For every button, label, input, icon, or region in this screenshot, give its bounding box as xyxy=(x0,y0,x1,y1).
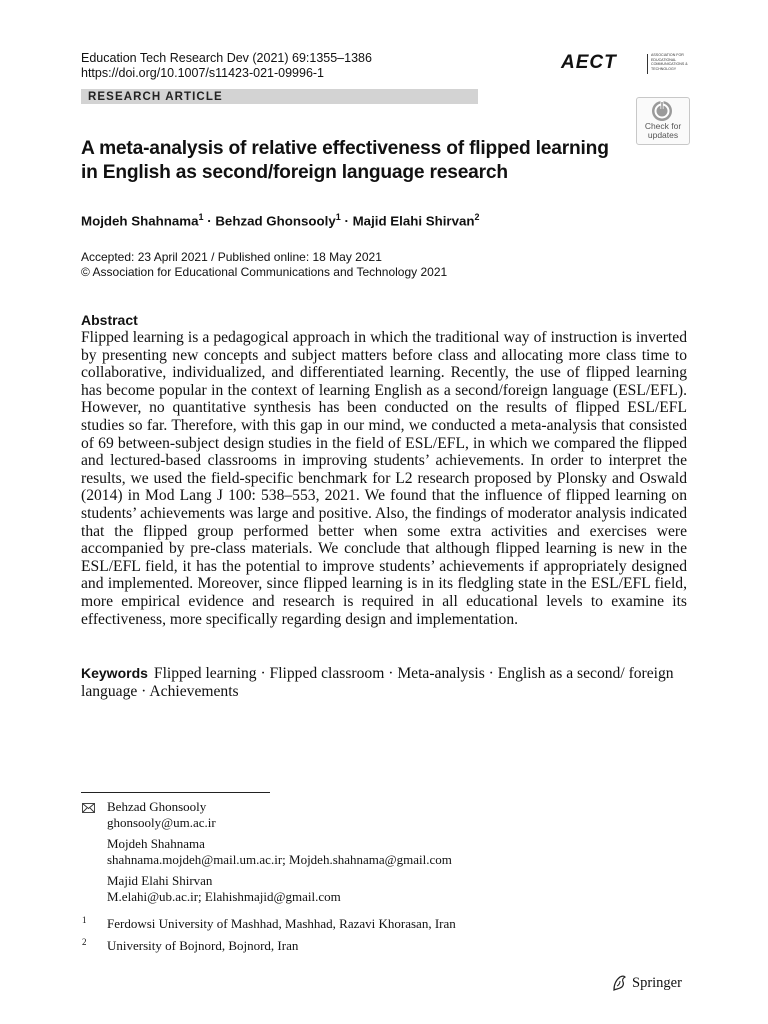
paper-title xyxy=(81,137,641,185)
journal-citation: Education Tech Research Dev (2021) 69:1355–1386 xyxy=(81,51,372,65)
springer-wordmark: Springer xyxy=(632,975,682,991)
contact-name: Behzad Ghonsooly xyxy=(107,799,207,814)
aect-logo-tagline: ASSOCIATION FOR EDUCATIONAL COMMUNICATIONS & TECHNOLOGY xyxy=(651,53,688,71)
keywords-text: Flipped learning · Flipped classroom · Meta-analysis · English as a second/ foreign language · Achievements xyxy=(81,665,674,700)
contact-email[interactable]: ghonsooly@um.ac.ir xyxy=(107,815,216,830)
author-affiliation-marker: 1 xyxy=(198,212,204,222)
contact-email[interactable]: shahnama.mojdeh@mail.um.ac.ir; Mojdeh.shahnama@gmail.com xyxy=(107,852,452,867)
springer-horse-icon xyxy=(611,974,627,992)
abstract-body: Flipped learning is a pedagogical approach in which the traditional way of instruction is inverted by presenting new concepts and subject matters before class and allocating more class time to collaborative, individualized, and differentiated learning. Recently, the use of flipped learning has become popular in the context of learning English as a second/foreign language (ESL/EFL). However, no quantitative synthesis has been conducted on the results of flipped ESL/EFL studies so far. Therefore, with this gap in our mind, we conducted a meta-analysis that consisted of 69 between-subject design studies in the field of ESL/EFL, in which we compared the flipped and lectured-based classrooms in improving students’ achievements. In order to interpret the results, we used the field-specific benchmark for L2 research proposed by Plonsky and Oswald (2014) in Mod Lang J 100: 538–553, 2021. We found that the influence of flipped learning on students’ achievements was large and positive. Also, the findings of moderator analysis indicated that the flipped group performed better when some extra activities and exercises were accompanied by pre-class materials. We conclude that although flipped learning is new in the ESL/EFL field, it has the potential to improve students’ achievements if appropriately designed and implemented. Moreover, since flipped learning is in its fledgling state in the ESL/EFL field, more empirical evidence and research is required in all educational levels to examine its effectiveness, more specifically regarding design and implementation. xyxy=(81,329,687,628)
author-separator: · xyxy=(340,213,353,229)
contact-email[interactable]: M.elahi@ub.ac.ir; Elahishmajid@gmail.com xyxy=(107,889,341,904)
paper-title-line-1: A meta-analysis of relative effectiveness of flipped learning xyxy=(81,138,609,159)
affiliation-number: 2 xyxy=(82,937,87,947)
footnote-rule xyxy=(81,792,270,793)
doi-link[interactable]: https://doi.org/10.1007/s11423-021-09996-1 xyxy=(81,66,325,80)
keywords xyxy=(81,665,687,700)
logo-divider xyxy=(647,54,648,74)
aect-logo-wordmark: AECT xyxy=(561,52,617,73)
publication-dates: Accepted: 23 April 2021 / Published online: 18 May 2021 xyxy=(81,250,382,264)
copyright-notice: © Association for Educational Communications and Technology 2021 xyxy=(81,265,448,279)
author-affiliation-marker: 1 xyxy=(335,212,341,222)
keywords-label: Keywords xyxy=(81,665,148,681)
affiliation-text: University of Bojnord, Bojnord, Iran xyxy=(107,938,299,953)
author-separator: · xyxy=(203,213,216,229)
affiliation-text: Ferdowsi University of Mashhad, Mashhad, Razavi Khorasan, Iran xyxy=(107,916,456,931)
author-affiliation-marker: 2 xyxy=(474,212,480,222)
contact-name: Mojdeh Shahnama xyxy=(107,836,205,851)
author-name[interactable]: Majid Elahi Shirvan xyxy=(352,213,475,229)
contact-name: Majid Elahi Shirvan xyxy=(107,873,213,888)
check-for-updates-label: Check for updates xyxy=(644,121,682,140)
article-type-label: RESEARCH ARTICLE xyxy=(88,91,223,103)
abstract-heading: Abstract xyxy=(81,312,138,328)
check-for-updates-icon xyxy=(651,100,673,122)
paper-title-line-2: in English as second/foreign language research xyxy=(81,162,508,183)
check-for-updates-button[interactable] xyxy=(636,97,690,145)
author-name[interactable]: Behzad Ghonsooly xyxy=(215,213,336,229)
author-list xyxy=(81,208,480,230)
affiliation-number: 1 xyxy=(82,915,87,925)
author-name[interactable]: Mojdeh Shahnama xyxy=(81,213,199,229)
envelope-icon xyxy=(82,803,95,813)
aect-logo xyxy=(561,52,691,74)
